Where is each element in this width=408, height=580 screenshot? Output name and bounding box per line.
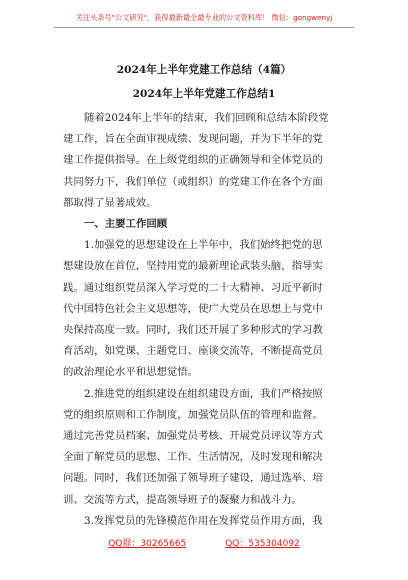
paragraph-vanguard-role — [63, 511, 353, 532]
paragraph-ideological-building — [63, 235, 353, 383]
text-line: 问题。同时，我们还加强了领导班子建设，通过选举、培 — [63, 472, 323, 485]
text-line: 代中国特色社会主义思想等，使广大党员在思想上与党中 — [63, 302, 323, 315]
footer-qq-group[interactable]: QQ群：30265665 — [108, 539, 187, 549]
text-line: 建工作，旨在全面审视成绩、发现问题，并为下半年的党 — [63, 133, 323, 146]
text-line: 建工作提供指导。在上级党组织的正确领导和全体党员的 — [63, 154, 323, 167]
text-line: 1.加强党的思想建设在上半年中，我们始终把党的思 — [84, 239, 323, 252]
paragraph-organizational-building — [63, 384, 353, 511]
section-subtitle: 2024年上半年党建工作总结1 — [132, 88, 276, 100]
text-line: 都取得了显著成效。 — [63, 196, 157, 209]
text-line: 践。通过组织党员深入学习党的二十大精神、习近平新时 — [63, 281, 323, 294]
footer-contact — [0, 536, 408, 549]
document-body — [63, 108, 353, 532]
intro-paragraph — [63, 108, 353, 214]
text-line: 党的组织原则和工作制度，加强党员队伍的管理和监督。 — [63, 408, 323, 421]
text-line: 全面了解党员的思想、工作、生活情况，及时发现和解决 — [63, 451, 323, 464]
text-line: 央保持高度一致。同时，我们还开展了多种形式的学习教 — [63, 324, 323, 337]
header-divider — [54, 27, 354, 28]
text-line: 随着2024年上半年的结束，我们回顾和总结本阶段党 — [84, 112, 329, 124]
document-title: 2024年上半年党建工作总结（4篇） — [116, 64, 292, 76]
section-heading: 一、主要工作回顾 — [84, 218, 168, 231]
text-line: 共同努力下，我们单位（或组织）的党建工作在各个方面 — [63, 175, 323, 188]
header-banner: 关注头条号"公文研究"，获得最新最全最专业的公文资料库！ 微信：gongwenyj — [75, 13, 333, 22]
text-line: 2.推进党的组织建设在组织建设方面，我们严格按照 — [84, 387, 323, 400]
text-line: 3.发挥党员的先锋模范作用在发挥党员作用方面，我 — [84, 514, 323, 527]
text-line: 训、交流等方式，提高领导班子的凝聚力和战斗力。 — [63, 493, 302, 506]
text-line: 通过完善党员档案、加强党员考核、开展党员评议等方式 — [63, 430, 323, 443]
footer-qq[interactable]: QQ：535304092 — [225, 539, 300, 549]
text-line: 的政治理论水平和思想觉悟。 — [63, 366, 199, 379]
text-line: 想建设放在首位，坚持用党的最新理论武装头脑，指导实 — [63, 260, 323, 273]
text-line: 育活动，如党课、主题党日、座谈交流等，不断提高党员 — [63, 345, 323, 358]
